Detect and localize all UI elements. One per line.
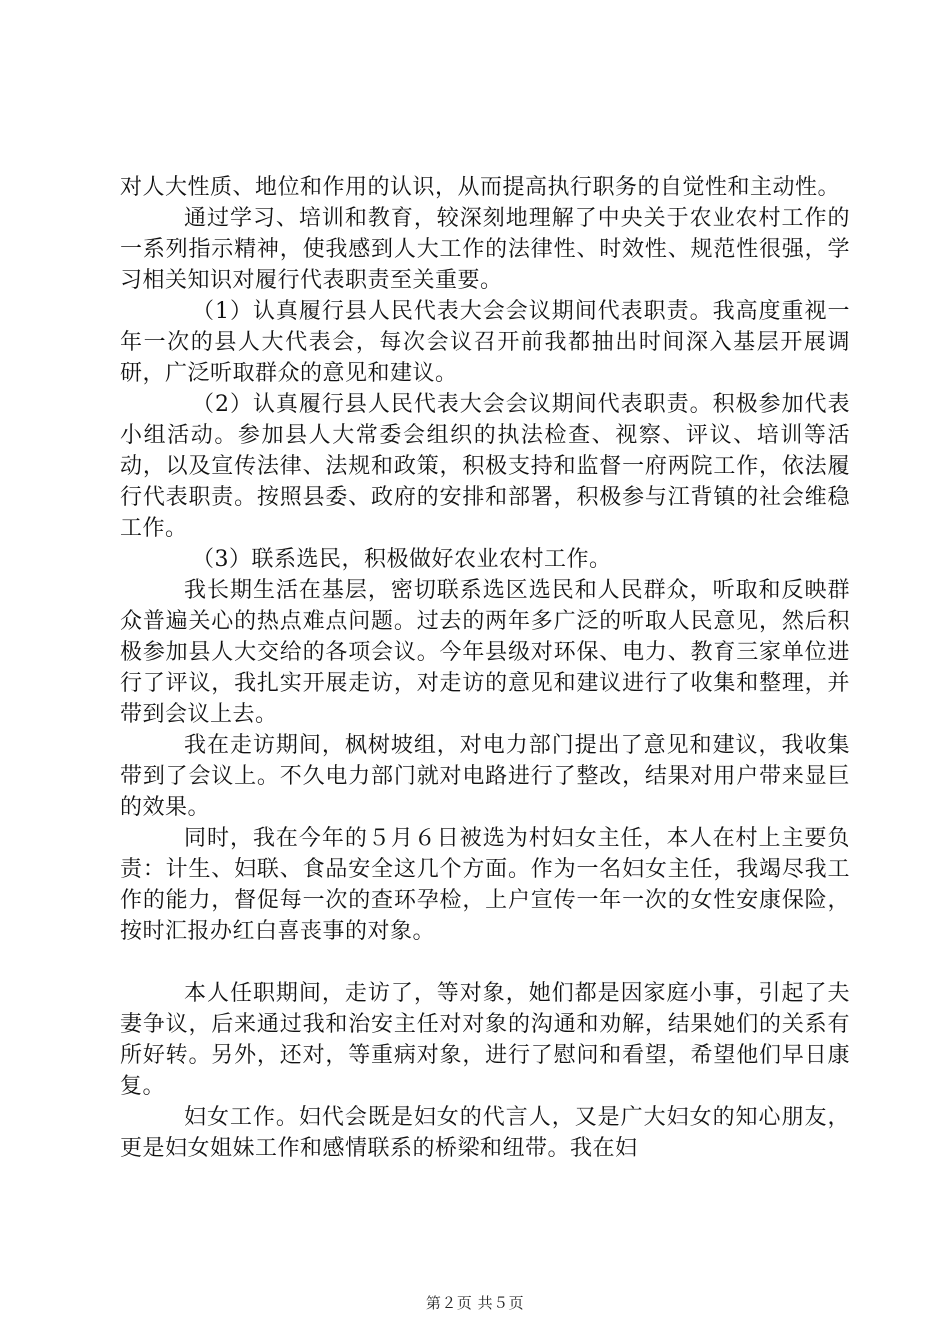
paragraph: 对人大性质、地位和作用的认识，从而提高执行职务的自觉性和主动性。 — [120, 175, 841, 200]
paragraph: 同时，我在今年的５月６日被选为村妇女主任，本人在村上主要负责：计生、妇联、食品安全这几个方面。作为一名妇女主任，我竭尽我工作的能力，督促每一次的查环孕检，上户宣传一年一次的女性安康保险，按时汇报办红白喜丧事的对象。 — [120, 826, 850, 944]
page-number-footer: 第２页 共５页 — [425, 1294, 525, 1312]
paragraph: 本人任职期间，走访了，等对象，她们都是因家庭小事，引起了夫妻争议，后来通过我和治安主任对对象的沟通和劝解，结果她们的关系有所好转。另外，还对，等重病对象，进行了慰问和看望，希望他们早日康复。 — [120, 981, 850, 1099]
paragraph: 通过学习、培训和教育，较深刻地理解了中央关于农业农村工作的一系列指示精神，使我感到人大工作的法律性、时效性、规范性很强，学习相关知识对履行代表职责至关重要。 — [120, 206, 850, 293]
document-body — [120, 172, 850, 1164]
paragraph: （1）认真履行县人民代表大会会议期间代表职责。我高度重视一年一次的县人大代表会，每次会议召开前我都抽出时间深入基层开展调研，广泛听取群众的意见和建议。 — [120, 299, 850, 386]
paragraph: （2）认真履行县人民代表大会会议期间代表职责。积极参加代表小组活动。参加县人大常委会组织的执法检查、视察、评议、培训等活动，以及宣传法律、法规和政策，积极支持和监督一府两院工作，依法履行代表职责。按照县委、政府的安排和部署，积极参与江背镇的社会维稳工作。 — [120, 392, 850, 541]
paragraph: （3）联系选民，积极做好农业农村工作。 — [192, 547, 612, 572]
paragraph: 我在走访期间，枫树坡组，对电力部门提出了意见和建议，我收集带到了会议上。不久电力部门就对电路进行了整改，结果对用户带来显巨的效果。 — [120, 733, 850, 820]
blank-line — [120, 947, 850, 978]
paragraph: 我长期生活在基层，密切联系选区选民和人民群众，听取和反映群众普遍关心的热点难点问题。过去的两年多广泛的听取人民意见，然后积极参加县人大交给的各项会议。今年县级对环保、电力、教育三家单位进行了评议，我扎实开展走访，对走访的意见和建议进行了收集和整理，并带到会议上去。 — [120, 578, 850, 727]
paragraph: 妇女工作。妇代会既是妇女的代言人，又是广大妇女的知心朋友，更是妇女姐妹工作和感情联系的桥梁和纽带。我在妇 — [120, 1105, 850, 1161]
